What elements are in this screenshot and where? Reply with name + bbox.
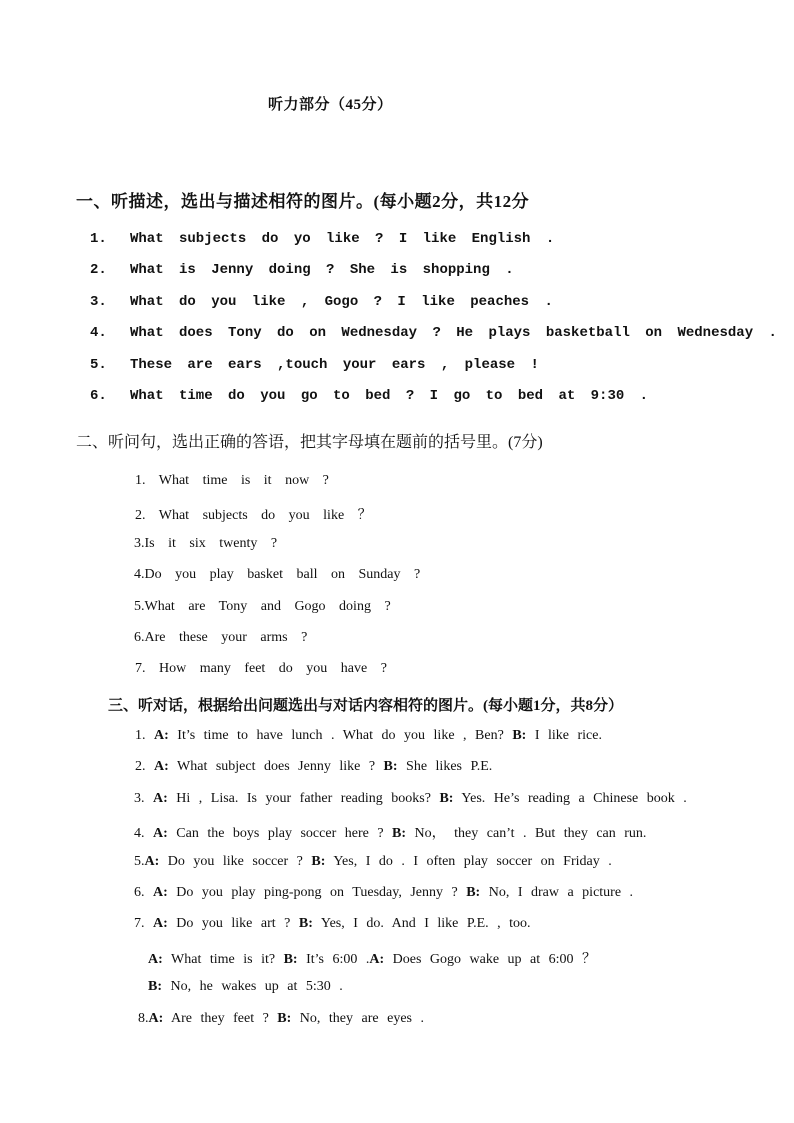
speaker-label: B: — [466, 885, 481, 900]
dialogue-item — [134, 791, 687, 807]
item-text: What time do you go to bed ? I go to bed at 9:30 . — [130, 388, 649, 404]
dialogue-item — [134, 885, 633, 901]
dialogue-text: 2. — [135, 759, 154, 774]
speaker-label: B: — [283, 952, 298, 967]
dialogue-item — [148, 948, 596, 968]
dialogue-text: 5. — [134, 854, 145, 869]
item-text: What subjects do yo like ? I like English . — [130, 231, 555, 247]
speaker-label: A: — [153, 826, 168, 841]
speaker-label: A: — [154, 759, 169, 774]
list-item — [90, 262, 514, 278]
dialogue-item — [138, 1011, 424, 1027]
dialogue-text: Yes, I do. And I like P.E. , too. — [312, 916, 531, 931]
dialogue-text: No， they can’t . But they can run. — [406, 826, 647, 841]
item-text: These are ears ,touch your ears , please ! — [130, 357, 539, 373]
dialogue-item — [135, 728, 602, 744]
dialogue-text: Are they feet ? — [163, 1011, 278, 1026]
dialogue-text: What subject does Jenny like ? — [168, 759, 384, 774]
dialogue-text: 4. — [134, 826, 153, 841]
dialogue-item — [148, 979, 343, 995]
dialogue-text: It’s time to have lunch . What do you like , Ben? — [168, 728, 513, 743]
speaker-label: B: — [392, 826, 407, 841]
speaker-label: A: — [144, 854, 160, 869]
dialogue-text: Hi , Lisa. Is your father reading books? — [167, 791, 440, 806]
question-item: 7. How many feet do you have ? — [135, 661, 387, 676]
speaker-label: A: — [153, 885, 168, 900]
speaker-label: A: — [369, 952, 385, 967]
dialogue-text: Yes. He’s reading a Chinese book . — [453, 791, 687, 806]
dialogue-text: No, he wakes up at 5:30 . — [162, 979, 343, 994]
dialogue-text: Do you like art ? — [167, 916, 299, 931]
question-item: 5.What are Tony and Gogo doing ? — [134, 599, 391, 614]
section3-heading: 三、听对话，根据给出问题选出与对话内容相符的图片。(每小题1分，共8分） — [108, 698, 623, 714]
item-number: 3. — [90, 294, 107, 310]
dialogue-text: Do you play ping-pong on Tuesday, Jenny ? — [167, 885, 467, 900]
question-item: 2. What subjects do you like ？ — [135, 508, 372, 523]
item-number: 4. — [90, 325, 107, 341]
dialogue-text: No, I draw a picture . — [480, 885, 634, 900]
list-item — [90, 388, 648, 404]
speaker-label: B: — [439, 791, 454, 806]
list-item — [90, 325, 777, 341]
dialogue-text: Yes, I do . I often play soccer on Friday . — [325, 854, 612, 869]
dialogue-text: I like rice. — [526, 728, 602, 743]
dialogue-text: 7. — [134, 916, 153, 931]
dialogue-item — [135, 759, 492, 775]
speaker-label: A: — [153, 916, 168, 931]
dialogue-item — [134, 916, 531, 932]
dialogue-text: 3. — [134, 791, 153, 806]
page-title: 听力部分（45分） — [268, 97, 393, 113]
question-item: 1. What time is it now ? — [135, 473, 329, 488]
section2-heading: 二、听问句，选出正确的答语，把其字母填在题前的括号里。(7分) — [76, 434, 543, 451]
list-item — [90, 357, 539, 373]
dialogue-item — [134, 822, 646, 842]
question-item: 4.Do you play basket ball on Sunday ? — [134, 567, 421, 582]
speaker-label: B: — [277, 1011, 292, 1026]
speaker-label: B: — [512, 728, 527, 743]
speaker-label: B: — [311, 854, 326, 869]
dialogue-text: Does Gogo wake up at 6:00 ？ — [384, 952, 597, 967]
item-number: 2. — [90, 262, 107, 278]
item-text: What do you like , Gogo ? I like peaches . — [130, 294, 553, 310]
item-text: What does Tony do on Wednesday ? He plays basketball on Wednesday . — [130, 325, 777, 341]
speaker-label: B: — [383, 759, 398, 774]
dialogue-text: She likes P.E. — [397, 759, 493, 774]
list-item — [90, 231, 554, 247]
dialogue-text: Can the boys play soccer here ? — [167, 826, 393, 841]
speaker-label: A: — [153, 791, 168, 806]
item-text: What is Jenny doing ? She is shopping . — [130, 262, 514, 278]
speaker-label: B: — [298, 916, 313, 931]
speaker-label: A: — [148, 952, 163, 967]
speaker-label: A: — [148, 1011, 164, 1026]
dialogue-text: 8. — [138, 1011, 149, 1026]
dialogue-text: 1. — [135, 728, 154, 743]
dialogue-text: 6. — [134, 885, 153, 900]
item-number: 6. — [90, 388, 107, 404]
speaker-label: A: — [154, 728, 169, 743]
dialogue-text: Do you like soccer ? — [159, 854, 312, 869]
item-number: 1. — [90, 231, 107, 247]
speaker-label: B: — [148, 979, 162, 994]
question-item: 3.Is it six twenty ? — [134, 536, 278, 551]
dialogue-item — [134, 854, 612, 870]
dialogue-text: What time is it? — [162, 952, 284, 967]
item-number: 5. — [90, 357, 107, 373]
section1-heading: 一、听描述，选出与描述相符的图片。(每小题2分，共12分 — [76, 192, 530, 211]
dialogue-text: No, they are eyes . — [291, 1011, 424, 1026]
dialogue-text: It’s 6:00 . — [297, 952, 370, 967]
question-item: 6.Are these your arms ? — [134, 630, 308, 645]
list-item — [90, 294, 553, 310]
